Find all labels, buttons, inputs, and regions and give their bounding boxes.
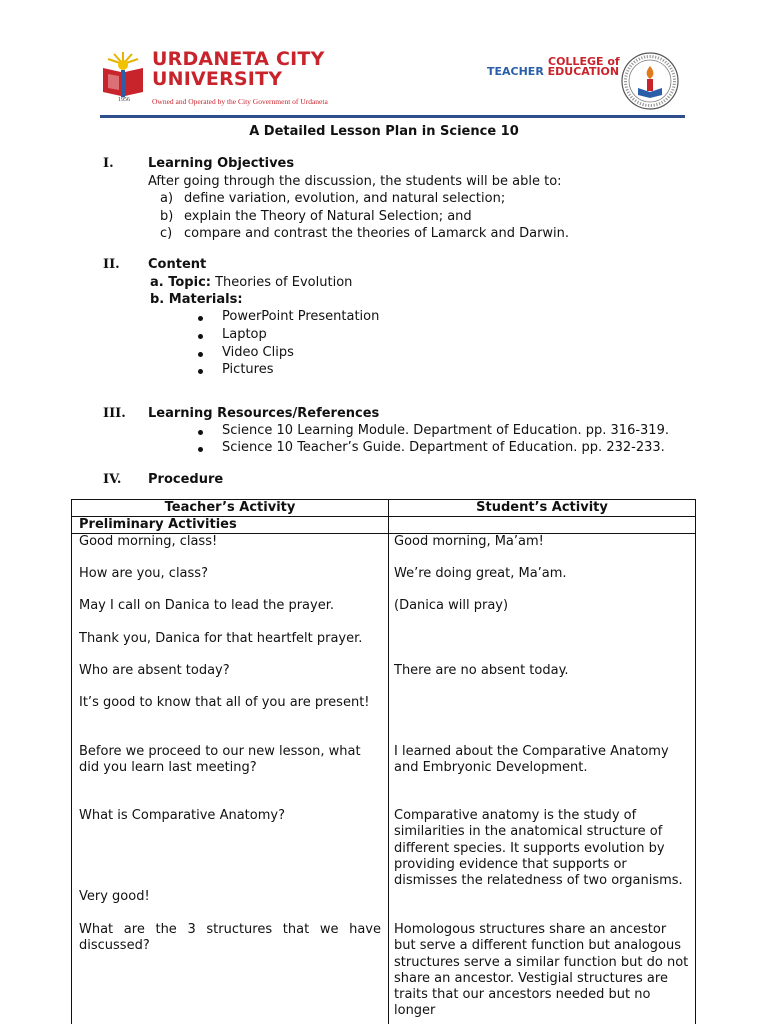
reference-item: Science 10 Learning Module. Department of Education. pp. 316-319.	[222, 423, 669, 438]
university-logo	[100, 50, 146, 100]
founded-year: 1956	[118, 97, 130, 103]
page-title: A Detailed Lesson Plan in Science 10	[249, 124, 519, 139]
header-divider	[100, 115, 685, 118]
section-number-procedure: IV.	[103, 472, 122, 487]
bullet-icon	[198, 334, 203, 339]
topic-label: a. Topic:	[150, 275, 211, 290]
university-tagline: Owned and Operated by the City Government of Urdaneta	[152, 97, 328, 106]
topic-line	[150, 275, 352, 290]
reference-item: Science 10 Teacher’s Guide. Department of Education. pp. 232-233.	[222, 440, 665, 455]
objective-item: compare and contrast the theories of Lamarck and Darwin.	[184, 226, 570, 241]
teacher-line: What is Comparative Anatomy?	[79, 808, 285, 823]
university-name	[152, 49, 325, 89]
university-name-line2: UNIVERSITY	[152, 68, 283, 90]
teacher-line: Before we proceed to our new lesson, what did you learn last meeting?	[79, 744, 361, 776]
objective-letter: b)	[160, 209, 174, 224]
bullet-icon	[198, 316, 203, 321]
university-name-line1: URDANETA CITY	[152, 48, 325, 70]
college-teacher-word: TEACHER	[487, 65, 544, 78]
college-label-line2	[487, 65, 619, 78]
student-line: Good morning, Ma’am!	[394, 534, 544, 549]
college-label-line1: COLLEGE of	[548, 55, 620, 68]
teacher-line: Good morning, class!	[79, 534, 218, 549]
topic-value: Theories of Evolution	[210, 275, 353, 290]
table-header-student: Student’s Activity	[476, 500, 608, 515]
objective-item: define variation, evolution, and natural selection;	[184, 191, 506, 206]
college-seal-icon	[621, 52, 679, 110]
section-number-resources: III.	[103, 406, 126, 421]
student-line: Homologous structures share an ancestor but serve a different function but analogous structures serve a similar function but do not share an ancestor. Vestigial structures are traits that our ancestors needed but no longer	[394, 922, 689, 1019]
objectives-intro: After going through the discussion, the students will be able to:	[148, 174, 562, 189]
bullet-icon	[198, 352, 203, 357]
material-item: Pictures	[222, 362, 274, 377]
section-title-procedure: Procedure	[148, 472, 224, 487]
bullet-icon	[198, 369, 203, 374]
objective-letter: a)	[160, 191, 174, 206]
materials-label: b. Materials:	[150, 292, 243, 307]
student-line: I learned about the Comparative Anatomy and Embryonic Development.	[394, 744, 669, 776]
section-title-content: Content	[148, 257, 207, 272]
bullet-icon	[198, 447, 203, 452]
teacher-line: How are you, class?	[79, 566, 208, 581]
table-column-divider	[388, 499, 389, 1024]
student-line: (Danica will pray)	[394, 598, 509, 613]
table-header-teacher: Teacher’s Activity	[164, 500, 296, 515]
teacher-line: Who are absent today?	[79, 663, 230, 678]
section-number-content: II.	[103, 257, 120, 272]
college-education-word: EDUCATION	[547, 65, 620, 78]
material-item: Video Clips	[222, 345, 294, 360]
section-number-objectives: I.	[103, 156, 114, 171]
teacher-line: May I call on Danica to lead the prayer.	[79, 598, 334, 613]
teacher-line: What are the 3 structures that we have discussed?	[79, 922, 381, 954]
section-title-objectives: Learning Objectives	[148, 156, 295, 171]
teacher-line: It’s good to know that all of you are present!	[79, 695, 370, 710]
student-line: Comparative anatomy is the study of similarities in the anatomical structure of different species. It supports evolution by providing evidence that supports or dismisses the relatedness of two organisms.	[394, 808, 683, 889]
teacher-line: Thank you, Danica for that heartfelt prayer.	[79, 631, 363, 646]
table-subheader: Preliminary Activities	[79, 517, 237, 532]
teacher-line: Very good!	[79, 889, 150, 904]
bullet-icon	[198, 430, 203, 435]
material-item: Laptop	[222, 327, 267, 342]
objective-letter: c)	[160, 226, 173, 241]
section-title-resources: Learning Resources/References	[148, 406, 380, 421]
material-item: PowerPoint Presentation	[222, 309, 380, 324]
objective-item: explain the Theory of Natural Selection; and	[184, 209, 472, 224]
student-line: There are no absent today.	[394, 663, 569, 678]
student-line: We’re doing great, Ma’am.	[394, 566, 567, 581]
